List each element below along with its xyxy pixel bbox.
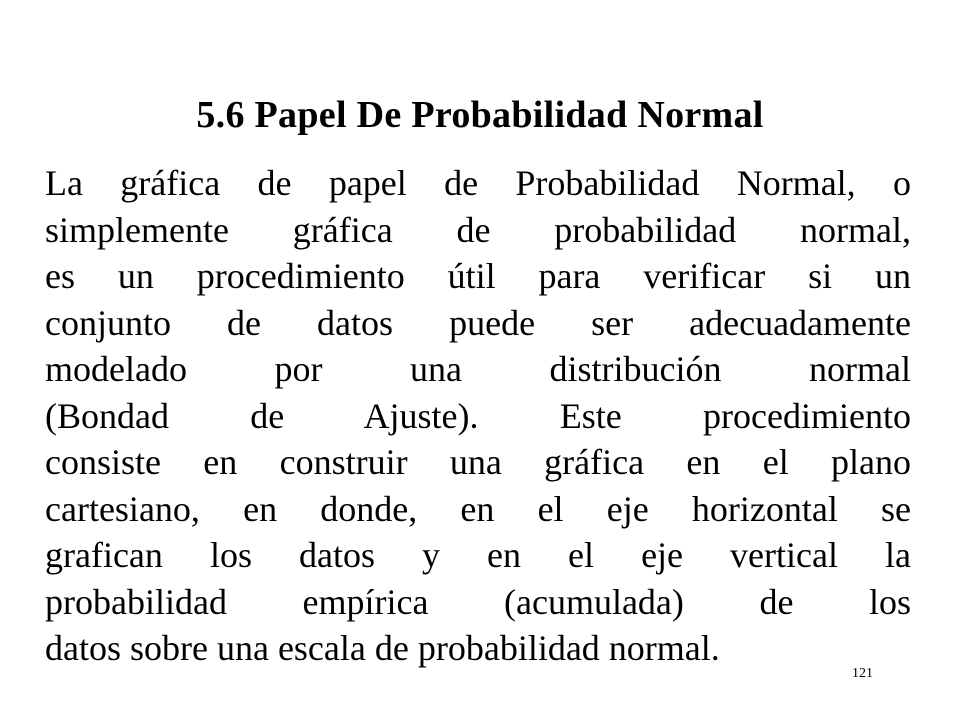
body-line-1: La gráfica de papel de Probabilidad Normal, o bbox=[45, 163, 911, 203]
body-line-8: cartesiano, en donde, en el eje horizontal se bbox=[45, 488, 911, 529]
body-line-3: es un procedimiento útil para verificar si un bbox=[45, 256, 911, 296]
body-line-6: (Bondad de Ajuste). Este procedimiento bbox=[45, 395, 911, 436]
slide-title: 5.6 Papel De Probabilidad Normal bbox=[196, 94, 764, 136]
body-line-9: grafican los datos y en el eje vertical la bbox=[45, 535, 911, 575]
body-line-2: simplemente gráfica de probabilidad normal, bbox=[45, 209, 911, 250]
body-line-4: conjunto de datos puede ser adecuadamente bbox=[45, 302, 911, 343]
page-number: 121 bbox=[852, 666, 873, 681]
slide-body-paragraph bbox=[45, 160, 911, 672]
body-line-5: modelado por una distribución normal bbox=[45, 349, 911, 389]
body-line-7: consiste en construir una gráfica en el plano bbox=[45, 442, 911, 482]
body-line-11: datos sobre una escala de probabilidad normal. bbox=[45, 628, 720, 668]
body-line-10: probabilidad empírica (acumulada) de los bbox=[45, 581, 911, 622]
